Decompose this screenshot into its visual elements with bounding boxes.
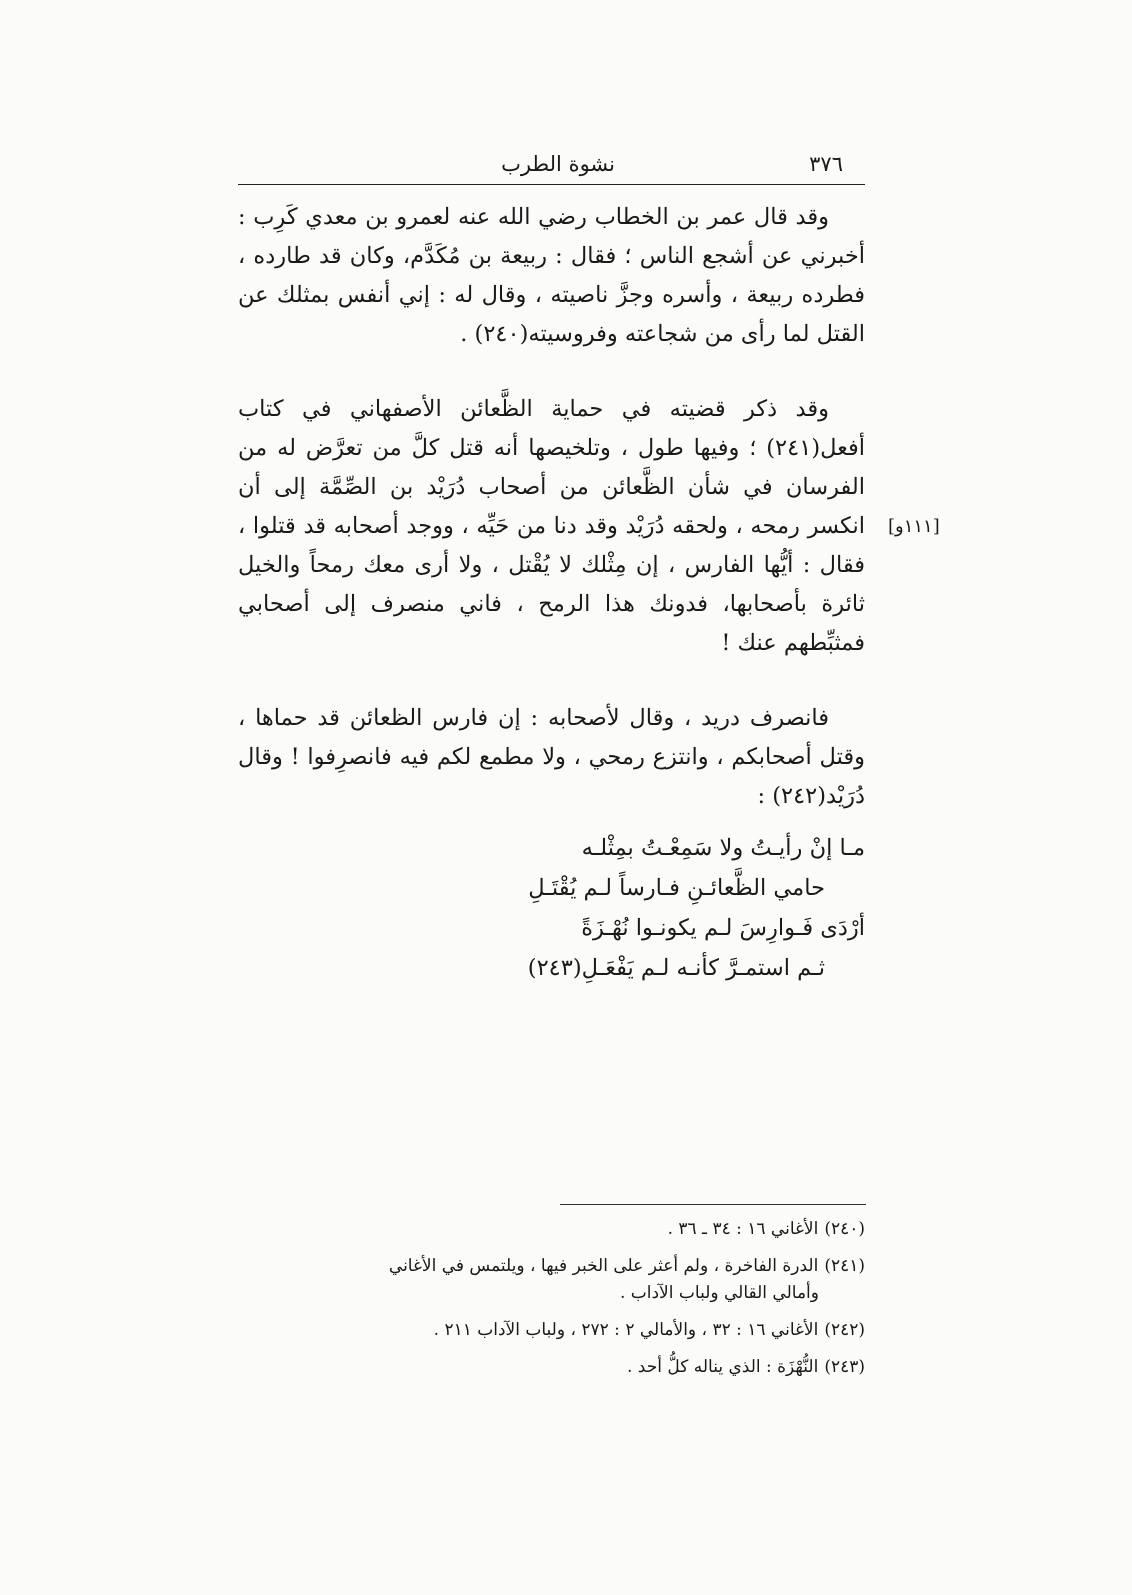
footnote-number: (٢٤٢) [824,1320,865,1340]
main-text [238,198,865,988]
poem-line-3: أرْدَى فَـوارِسَ لـم يكونـوا نُهْـزَةً [581,915,865,941]
footnote-number: (٢٤١) [824,1256,865,1276]
paragraph-1: وقد قال عمر بن الخطاب رضي الله عنه لعمرو بن معدي كَرِب : أخبرني عن أشجع الناس ؛ فقال : ربيعة بن مُكَدَّم، وكان قد طارده ، فطرده ربيعة ، وأسره وجزَّ ناصيته ، وقال له : إني أنفس بمثلك عن القتل لما رأى من شجاعته وفروسيته(٢٤٠) . [238,204,865,347]
page-header [238,150,865,185]
page-number: ٣٧٦ [809,152,843,176]
footnote-divider [560,1204,866,1205]
paragraph-3: فانصرف دريد ، وقال لأصحابه : إن فارس الظعائن قد حماها ، وقتل أصحابكم ، وانتزع رمحي ، ولا مطمع لكم فيه فانصرِفوا ! وقال دُرَيْد(٢٤٢) : [238,705,865,809]
poem-line-4: ثـم استمـرَّ كأنـه لـم يَفْعَـلِ(٢٤٣) [527,955,825,981]
footnotes [238,1216,865,1391]
footnote-text: النُّهْزَة : الذي يناله كلُّ أحد . [627,1357,819,1377]
footnote-241 [238,1253,865,1307]
footnote-text: الأغاني ١٦ : ٣٤ ـ ٣٦ . [667,1219,819,1239]
footnote-continuation: وأمالي القالي ولباب الآداب . [619,1283,819,1303]
footnote-240 [238,1216,865,1243]
footnote-242 [238,1317,865,1344]
poem-line-2: حامي الظَّعائـنِ فـارساً لـم يُقْتَـلِ [528,875,825,901]
footnote-text: الدرة الفاخرة ، ولم أعثر على الخبر فيها ، ويلتمس في الأغاني [388,1256,819,1276]
paragraph-2: وقد ذكر قضيته في حماية الظَّعائن الأصفهاني في كتاب أفعل(٢٤١) ؛ وفيها طول ، وتلخيصها أنه قتل كلَّ من تعرَّض له من الفرسان في شأن الظَّعائن من أصحاب دُرَيْد بن الصِّمَّة إلى أن انكسر رمحه ، ولحقه دُرَيْد وقد دنا من حَيِّه ، ووجد أصحابه قد قتلوا ، فقال : أيُّها الفارس ، إن مِثْلك لا يُقْتل ، ولا أرى معك رمحاً والخيل ثائرة بأصحابها، فدونك هذا الرمح ، فاني منصرف إلى أصحابي فمثبِّطهم عنك ! [238,396,865,656]
footnote-number: (٢٤٣) [824,1357,865,1377]
manuscript-folio-marker: [١١١و] [888,516,940,537]
footnote-text: الأغاني ١٦ : ٣٢ ، والأمالي ٢ : ٢٧٢ ، ولباب الآداب ٢١١ . [433,1320,819,1340]
footnote-243 [238,1354,865,1381]
poem-line-1: مـا إنْ رأيـتُ ولا سَمِعْـتُ بمِثْلـه [581,835,865,861]
running-title: نشوة الطرب [501,152,615,176]
footnote-number: (٢٤٠) [824,1219,865,1239]
poem [238,828,865,988]
